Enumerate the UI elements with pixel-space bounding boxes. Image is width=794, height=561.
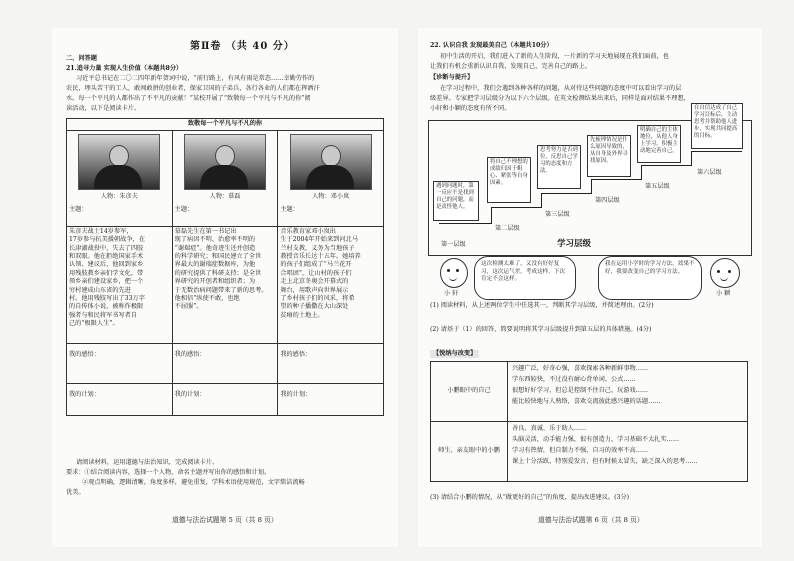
- stair-step: [541, 193, 592, 208]
- story-line: 现了病因不明、治愈率不明的: [174, 236, 256, 244]
- person-label: 人物：邓小岚: [312, 193, 350, 200]
- story-line: 不屈服”。: [174, 303, 203, 311]
- feel-label: 我的感悟：: [174, 351, 206, 358]
- person-label: 人物：慕磊: [209, 193, 241, 200]
- level-3-label: 第三层级: [545, 211, 570, 218]
- xiaoying-name: 小 颖: [716, 290, 731, 297]
- intro-line: 农民，埋头苦干的工人，敢闯敢拼的创业者，保家卫国的子弟兵，各行各业的人们都在挥洒汗: [66, 85, 320, 92]
- story-line: 朱彦夫战士14岁参军，: [69, 228, 133, 235]
- story-line: 17岁参与抗美援朝战争，在: [69, 236, 145, 244]
- table-row-label: 师生、亲友眼中的小鹏: [431, 422, 508, 482]
- level-6-label: 第六层级: [697, 169, 722, 176]
- table-row-items: [508, 362, 748, 422]
- level-4-box: 先梳理情况是什么原因导致的，从自身及外界寻找原因。: [587, 135, 631, 177]
- list-item: 能比较快地与人熟络，喜欢交流彼此感兴趣的话题……: [512, 397, 661, 405]
- intro-line: 读活动，以下是阅读卡片。: [66, 105, 141, 112]
- feel-label: 我的感悟：: [280, 351, 312, 358]
- level-2-label: 第二层级: [495, 225, 520, 232]
- question-2: (2) 请基于（1）的回答，简要说明将其学习层级提升到第五层的具体措施。(4分): [430, 326, 652, 333]
- story-line: 用残肢教乡亲们学文化，带: [69, 269, 144, 277]
- story-line: 村。他用残肢写出了33万字: [69, 294, 145, 302]
- person-photo: [290, 134, 372, 190]
- level-2-box: 将自己不理想的成绩归因于粗心、紧张等自身因素。: [487, 157, 531, 203]
- level-5-label: 第五层级: [645, 183, 670, 190]
- story-line: 的自传体小说，被称作极限: [69, 303, 144, 311]
- stair-step: [491, 207, 542, 224]
- story-line: 了乡村孩子们的风采，将希: [280, 294, 355, 302]
- theme-label: 主题：: [280, 206, 299, 214]
- plan-cell[interactable]: [278, 384, 384, 416]
- plan-cell[interactable]: [67, 384, 173, 416]
- xiaoying-avatar: [710, 258, 740, 288]
- plan-label: 我的计划：: [69, 391, 100, 398]
- person-photo: [78, 134, 160, 190]
- story-line: “谢瑞症”。他奇迹生还并创造: [174, 244, 256, 252]
- self-view-table: [430, 361, 748, 482]
- right-page: [418, 28, 762, 547]
- plan-label: 我的计划：: [174, 391, 206, 398]
- xiaoying-speech: 我在运用小学时的学习方法，效果不好，我要改变自己的学习方法。: [598, 256, 702, 300]
- intro-line: 让我们有机会重新认识自我，发现自己，完善自己的路上。: [430, 63, 591, 70]
- left-page: [52, 28, 398, 547]
- story-line: 合唱团”，让山村的孩子们: [280, 269, 352, 277]
- stair-step: [691, 151, 742, 166]
- list-item: 善良、真诚、乐于助人……: [512, 425, 587, 432]
- list-item: 头脑灵活，动手能力强，很有创造力，学习基础不太扎实……: [512, 435, 680, 443]
- person-photo: [184, 134, 266, 190]
- level-6-box: 在自信达成了自己学习目标后，主动思考并帮助他人进步，实现共同提高的目标。: [691, 103, 743, 149]
- list-item: 学东西较快，不过没有耐心背单词、公式……: [512, 375, 636, 383]
- page-footer: 道德与法治试题第 5 页（共 8 页）: [172, 516, 278, 524]
- story-line: 慕磊先生在第一书记出: [174, 228, 237, 235]
- story-cell: [172, 227, 278, 344]
- q21-title: 21.追寻力量 实现人生价值（本题共8分）: [66, 65, 183, 72]
- feel-label: 我的感悟：: [69, 351, 100, 358]
- list-item: 兴趣广泛，好奇心强，喜欢探索各种新鲜事物……: [512, 365, 649, 372]
- diag-line: 级差异。专家把学习层级分为以下六个层级。在英文检测结果出来后，同样是面对结果不理想，: [430, 95, 690, 102]
- list-item: 学习有热情，但自制力不强，自习的效率不高……: [512, 446, 649, 454]
- table-row-items: [508, 422, 748, 482]
- story-line: 于无数治病问题带来了新的思考。: [174, 286, 268, 294]
- improve-header: 【悦纳与改变】: [430, 350, 479, 358]
- plan-cell[interactable]: [172, 384, 278, 416]
- feel-cell[interactable]: [67, 344, 173, 384]
- story-line: 己的“极限人生”。: [69, 319, 119, 327]
- diagram-title: 学习层级: [557, 239, 592, 249]
- story-line: 领乡亲们建设家乡，把一个: [69, 278, 144, 286]
- story-line: 教授音乐长达十五年。她培养: [280, 253, 361, 261]
- diagnosis-header: 【诊断与提升】: [430, 74, 474, 81]
- card-title: 致敬每一个平凡与不凡的你: [67, 119, 384, 131]
- stair-step: [591, 179, 642, 194]
- story-line: 生于2004年开始来到河北马: [280, 236, 358, 244]
- question-1: (1) 阅读材料，从上述两位学生中任选其一，判断其学习层级，并简述理由。(2分): [430, 302, 654, 309]
- diag-line: 在学习过程中，我们会遇到各种各样的问题，从对待这些问题的态度中可以看出学习的层: [440, 85, 682, 92]
- page-footer: 道德与法治试题第 6 页（共 8 页）: [538, 516, 644, 524]
- story-line: 音乐教育家邓小岚出: [280, 228, 336, 235]
- stair-step: [641, 165, 692, 180]
- story-cell: [67, 227, 173, 344]
- level-1-box: 遇到问题时，第一反应不是找到自己的问题，而是责怪他人。: [433, 181, 479, 221]
- story-line: 贫瘠的土地上。: [280, 311, 324, 319]
- xiaoxuan-name: 小 轩: [444, 290, 459, 297]
- feel-cell[interactable]: [172, 344, 278, 384]
- diag-line: 小轩和小颖的态度有所不同。: [430, 105, 511, 112]
- requirement-2: ②观点明确，逻辑清晰，角度多样，避免重复，学科术语使用规范，文字简洁流畅: [82, 479, 305, 486]
- requirement-3: 优美。: [66, 489, 85, 496]
- theme-label: 主题：: [69, 206, 88, 214]
- xiaoxuan-speech: 这次检测太难了，又没有好好复习，这次运气差，考成这样，下次肯定不会这样。: [474, 256, 576, 300]
- person-label: 人物：朱彦夫: [100, 193, 138, 200]
- story-line: 的孩子们组成了“马兰花开: [280, 261, 352, 269]
- person-cell: [67, 131, 173, 227]
- level-3-box: 思考努力是否到位，反思自己学习的态度和方法。: [537, 145, 581, 189]
- section-header: 第Ⅱ卷 （共 40 分）: [190, 41, 295, 52]
- intro-line: 初中生活的开启，我们进入了新的人生阶段，一片新的学习天地展现在我们面前，也: [440, 53, 669, 60]
- story-line: 长津湖战役中，失去了四肢: [69, 244, 144, 252]
- person-cell: [172, 131, 278, 227]
- table-row-label: 小鹏眼中的自己: [431, 362, 508, 422]
- theme-label: 主题：: [174, 206, 194, 214]
- story-line: 他相信“纵使不敢，也绝: [174, 294, 240, 302]
- reading-card: [66, 118, 384, 416]
- story-line: 望的种子播撒在大山深处: [280, 303, 349, 311]
- feel-cell[interactable]: [278, 344, 384, 384]
- list-item: 很想好好学习，但总是控制不住自己，玩游戏……: [512, 386, 649, 394]
- story-line: 界最大的谢瑞症数据库，为他: [174, 261, 256, 269]
- story-line: 认领、建议后，他回到家乡: [69, 261, 144, 269]
- requirement-1: 要求：①结合阅读内容，选择一个人物，命名主题并写出你的感悟和计划。: [66, 469, 271, 476]
- story-line: 舞台，用歌声向世界展示: [280, 286, 349, 294]
- story-line: 兰村支教，义务为当地孩子: [280, 244, 355, 252]
- requirement-intro: 请阅读材料，运用道德与法治知识，完成阅读卡片。: [76, 459, 219, 466]
- plan-label: 我的计划：: [280, 391, 312, 398]
- q22-title: 22. 认识自我 发现最美自己（本题共10分）: [430, 42, 553, 49]
- story-line: 界研究的开创者和组织者；为: [174, 278, 256, 286]
- intro-line: 水。每一个平凡的人都作出了不平凡的贡献！”某校开展了“致敬每一个平凡与不凡的你”阅: [66, 95, 311, 102]
- level-4-label: 第四层级: [595, 197, 620, 204]
- xiaoxuan-avatar: [440, 258, 468, 288]
- story-line: 和双眼。他在拒绝国家手术: [69, 253, 144, 261]
- intro-line: 习近平总书记在二〇二四年新年贺词中说，“前行路上，有风有雨是常态……幸勤劳作的: [76, 75, 315, 82]
- list-item: 课上十分活跃，特别爱发言，但有时候太冒失，缺乏深入的思考……: [512, 457, 698, 465]
- level-5-box: 明确自己的主体地位，从他人身上学习，积极主动地完善自己。: [637, 125, 681, 163]
- story-cell: [278, 227, 384, 344]
- story-line: 穷村建成山东省的先进: [69, 286, 131, 294]
- level-1-label: 第一层级: [441, 241, 466, 248]
- story-line: 的科学研究；和国民建立了全世: [174, 253, 262, 261]
- story-line: 的研究提供了科研支持；是全世: [174, 269, 262, 277]
- question-3: (3) 请结合小鹏的情况，从“做更好的自己”的角度，提出改进建议。(3分): [430, 494, 630, 501]
- section-label: 二、问答题: [66, 55, 97, 62]
- story-line: 走上北京冬奥会开幕式的: [280, 278, 349, 286]
- story-line: 强者与和民将军书写者自: [69, 311, 138, 319]
- person-cell: [278, 131, 384, 227]
